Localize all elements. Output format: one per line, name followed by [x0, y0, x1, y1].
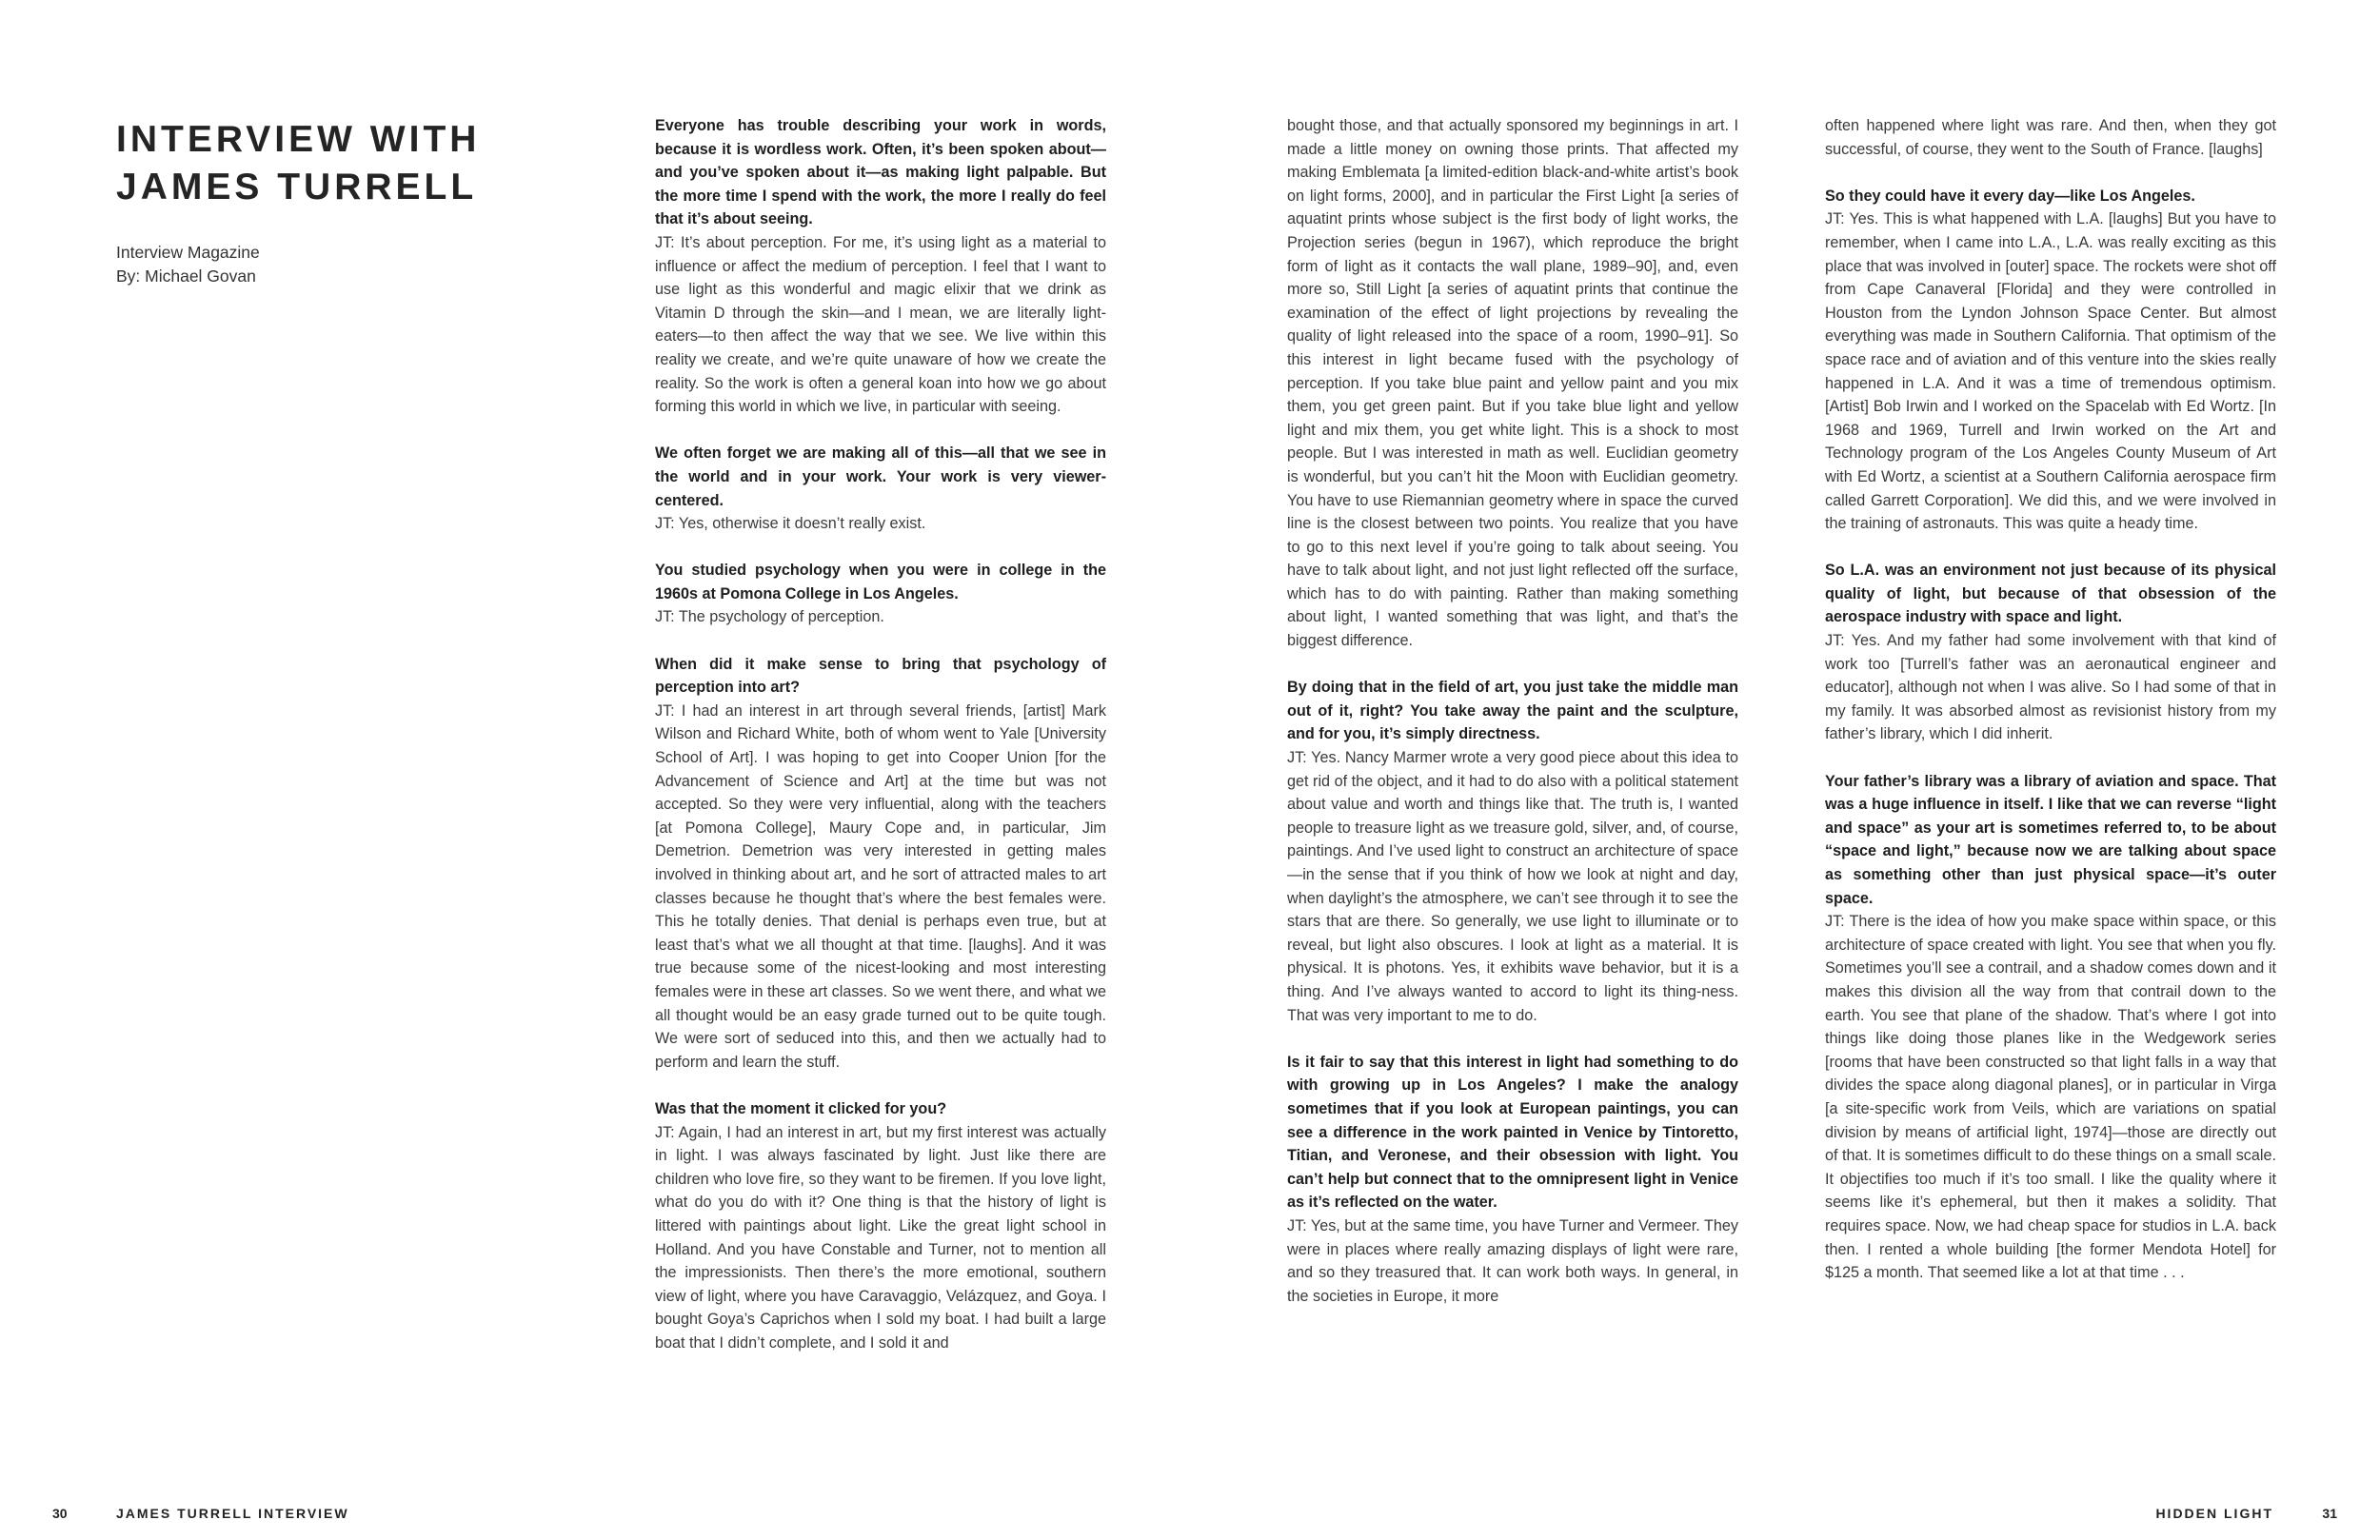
qa-block — [655, 653, 1106, 1075]
interview-answer: JT: Yes, but at the same time, you have Turner and Vermeer. They were in places where really amazing displays of light were rare, and so they treasured that. It can work both ways. In general, in the societies in Europe, it more — [1287, 1216, 1738, 1305]
publication-name: Interview Magazine — [116, 243, 260, 262]
interview-question: Your father’s library was a library of aviation and space. That was a huge influence in itself. I like that we can reverse “light and space” as your art is sometimes referred to, to be about “space and light,” because now we are talking about space as something other than just physical space—it’s outer space. — [1825, 772, 2276, 907]
interview-question: When did it make sense to bring that psychology of perception into art? — [655, 655, 1106, 697]
interview-question: By doing that in the field of art, you just take the middle man out of it, right? You take away the paint and the sculpture, and for you, it’s simply directness. — [1287, 679, 1738, 743]
qa-block — [1825, 770, 2276, 1285]
interview-answer: JT: Yes. Nancy Marmer wrote a very good piece about this idea to get rid of the object, and it had to do also with a political statement about value and worth and things like that. The truth is, I wanted people to treasure light as we treasure gold, silver, and, of course, paintings. And I’ve used light to construct an architecture of space—in the sense that if you think of how we look at night and day, when daylight’s the atmosphere, we can’t see through it to see the stars that are there. So generally, we use light to illuminate or to reveal, but light also obscures. I look at light as a material. It is physical. It is photons. Yes, it exhibits wave behavior, but it is a thing. And I’ve always wanted to accord to light its thing-ness. That was very important to me to do. — [1287, 749, 1738, 1024]
interview-question: So they could have it every day—like Los Angeles. — [1825, 187, 2195, 205]
page-number-right: 31 — [2322, 1506, 2337, 1521]
qa-block — [1287, 676, 1738, 1027]
interview-answer: JT: The psychology of perception. — [655, 608, 884, 626]
interview-answer: JT: Yes. And my father had some involvement with that kind of work too [Turrell’s father was an aeronautical engineer and educator], although not when I was alive. So I had some of that in my family. It was absorbed almost as revisionist history from my father’s library, which I did inherit. — [1825, 632, 2276, 743]
interview-answer: JT: Yes. This is what happened with L.A. [laughs] But you have to remember, when I came into L.A., L.A. was really exciting as this place that was involved in [outer] space. The rockets were shot off from Cape Canaveral [Florida] and they were controlled in Houston from the Lyndon Johnson Space Center. But almost everything was made in Southern California. That optimism of the space race and of aviation and of this venture into the skies really happened in L.A. And it was a time of tremendous optimism. [Artist] Bob Irwin and I worked on the Spacelab with Ed Wortz. [In 1968 and 1969, Turrell and Irwin worked on the Art and Technology program of the Los Angeles County Museum of Art with Ed Wortz, a scientist at a Southern California aerospace firm called Garrett Corporation]. We did this, and we were involved in the training of astronauts. This was quite a heady time. — [1825, 210, 2276, 533]
interview-answer: JT: There is the idea of how you make space within space, or this architecture of space created with light. You see that when you fly. Sometimes you’ll see a contrail, and a shadow comes down and it makes this division all the way from that contrail down to the earth. You see that plane of the shadow. That’s where I got into things like doing those planes like in the Wedgework series [rooms that have been constructed so that light falls in a way that divides the space along diagonal planes], or in particular in Virga [a site-specific work from Veils, which are variations on spatial division by means of artificial light, 1974]—those are directly out of that. It is sometimes difficult to do these things on a small scale. It objectifies too much if it’s too small. I like the quality where it seems like it’s ephemeral, but then it makes a solidity. That requires space. Now, we had cheap space for studios in L.A. back then. I rented a whole building [the former Mendota Hotel] for $125 a month. That seemed like a lot at that time . . . — [1825, 913, 2276, 1282]
text-column-1 — [655, 114, 1106, 1378]
interview-question: You studied psychology when you were in college in the 1960s at Pomona College in Los Angeles. — [655, 562, 1106, 602]
qa-block — [655, 1097, 1106, 1355]
page-number-left: 30 — [52, 1506, 68, 1521]
interview-answer: JT: Yes, otherwise it doesn’t really exist. — [655, 515, 926, 533]
interview-question: Was that the moment it clicked for you? — [655, 1099, 947, 1117]
interview-answer: JT: I had an interest in art through several friends, [artist] Mark Wilson and Richard White, both of whom went to Yale [University School of Art]. I was hoping to get into Cooper Union [for the Advancement of Science and Art] at the time but was not accepted. So they were very influential, along with the teachers [at Pomona College], Maury Cope and, in particular, Jim Demetrion. Demetrion was very interested in getting males involved in thinking about art, and he sort of attracted males to art classes because he thought that’s where the best females were. This he totally denies. That denial is perhaps even true, but at least that’s what we all thought at that time. [laughs]. And it was true because some of the nicest-looking and most interesting females were in these art classes. So we went there, and what we all thought would be an easy grade turned out to be quite tough. We were sort of seduced into this, and then we actually had to perform and learn the stuff. — [655, 701, 1106, 1071]
byline: By: Michael Govan — [116, 267, 256, 286]
interview-question: So L.A. was an environment not just because of its physical quality of light, but because of that obsession of the aerospace industry with space and light. — [1825, 562, 2276, 626]
interview-question: We often forget we are making all of this—all that we see in the world and in your work. Your work is very viewer-centered. — [655, 444, 1106, 509]
article-meta — [116, 241, 260, 288]
interview-answer: JT: Again, I had an interest in art, but my first interest was actually in light. I was always fascinated by light. Just like there are children who love fire, so they want to be firemen. If you love light, what do you do with it? One thing is that the history of light is littered with paintings about light. Like the great light school in Holland. And you have Constable and Turner, not to mention all the impressionists. Then there’s the more emotional, southern view of light, where you have Caravaggio, Velázquez, and Goya. I bought Goya’s Caprichos when I sold my boat. I had built a large boat that I didn’t complete, and I sold it and — [655, 1123, 1106, 1352]
text-column-2 — [1287, 114, 1738, 1332]
title-line-1: INTERVIEW WITH — [116, 119, 481, 160]
qa-block — [1287, 114, 1738, 653]
interview-answer: often happened where light was rare. And then, when they got successful, of course, they went to the South of France. [laughs] — [1825, 117, 2276, 158]
qa-block — [1825, 559, 2276, 746]
qa-block — [655, 114, 1106, 419]
qa-block — [655, 559, 1106, 629]
interview-answer: bought those, and that actually sponsored my beginnings in art. I made a little money on owning those prints. That affected my making Emblemata [a limited-edition black-and-white artist’s book on light forms, 2000], and in particular the First Light [a series of aquatint prints whose subject is the first body of light works, the Projection series (begun in 1967), which reproduce the bright form of light as it contacts the wall plane, 1989–90], and, even more so, Still Light [a series of aquatint prints that continue the examination of the effect of light projections by revealing the quality of light released into the space of a room, 1990–91]. So this interest in light became fused with the psychology of perception. If you take blue paint and yellow paint and you mix them, you get green paint. But if you take blue light and yellow light and mix them, you get white light. This is a shock to most people. But I was interested in math as well. Euclidian geometry is wonderful, but you can’t hit the Moon with Euclidian geometry. You have to use Riemannian geometry where in space the curved line is the closest between two points. You realize that you have to go to this next level if you’re going to talk about seeing. You have to talk about light, and not just light reflected off the surface, which has to do with painting. Rather than making something about light, I wanted something that was light, and that’s the biggest difference. — [1287, 117, 1738, 650]
title-line-2: JAMES TURRELL — [116, 167, 478, 207]
running-head-right: HIDDEN LIGHT — [2155, 1506, 2273, 1521]
qa-block — [1287, 1051, 1738, 1309]
interview-question: Is it fair to say that this interest in light had something to do with growing up in Los Angeles? I make the analogy sometimes that if you look at European paintings, you can see a difference in the work painted in Venice by Tintoretto, Titian, and Veronese, and their obsession with light. You can’t help but connect that to the omnipresent light in Venice as it’s reflected on the water. — [1287, 1053, 1738, 1212]
qa-block — [655, 442, 1106, 535]
text-column-3 — [1825, 114, 2276, 1308]
qa-block — [1825, 185, 2276, 536]
running-head-left: JAMES TURRELL INTERVIEW — [116, 1506, 349, 1521]
article-title — [116, 116, 480, 211]
interview-question: Everyone has trouble describing your work in words, because it is wordless work. Often, it’s been spoken about—and you’ve spoken about it—as making light palpable. But the more time I spend with the work, the more I really do feel that it’s about seeing. — [655, 117, 1106, 228]
interview-answer: JT: It’s about perception. For me, it’s using light as a material to influence or affect the medium of perception. I feel that I want to use light as this wonderful and magic elixir that we drink as Vitamin D through the skin—and I mean, we are literally light-eaters—to then affect the way that we see. We live within this reality we create, and we’re quite unaware of how we create the reality. So the work is often a general koan into how we go about forming this world in which we live, in particular with seeing. — [655, 233, 1106, 416]
qa-block — [1825, 114, 2276, 161]
